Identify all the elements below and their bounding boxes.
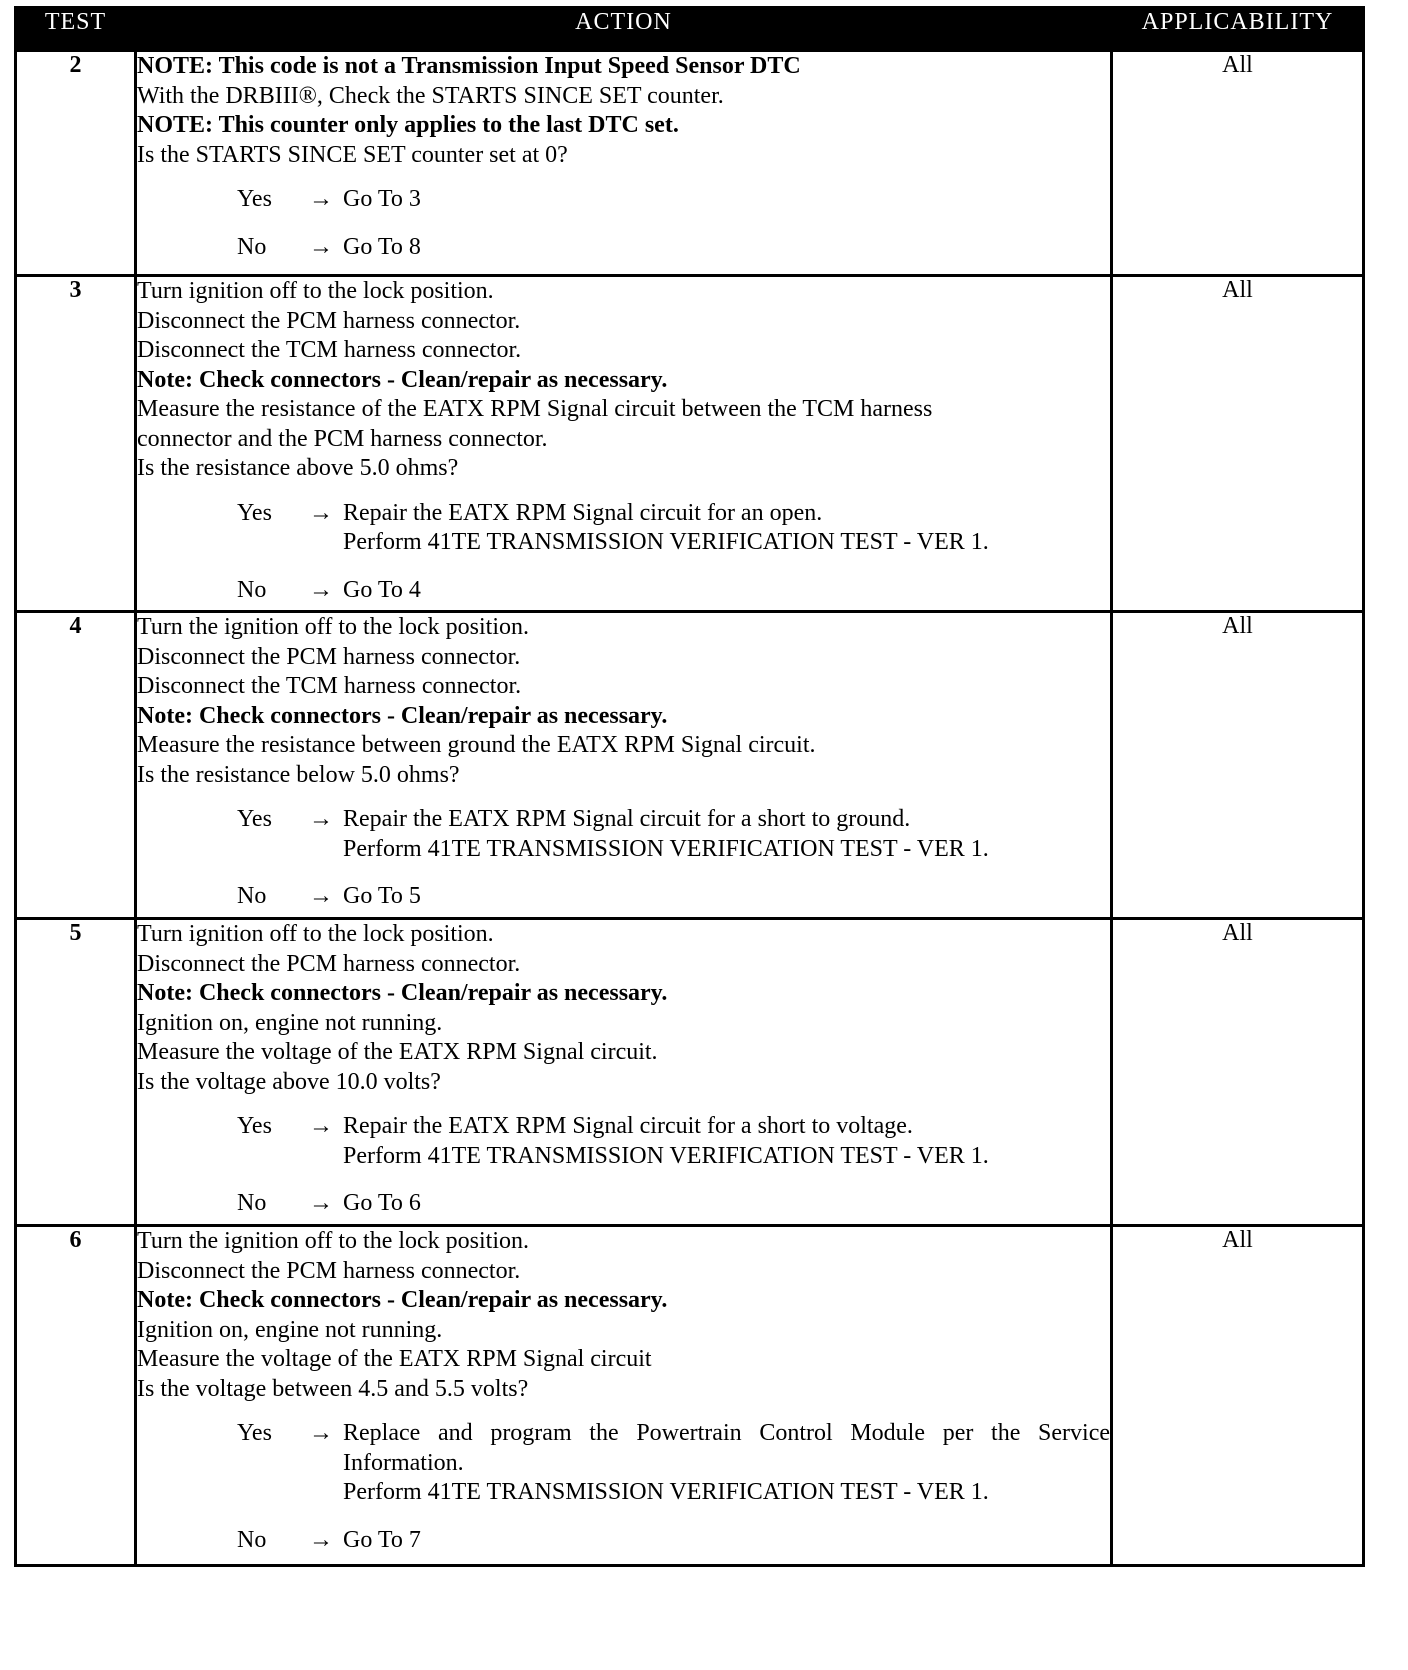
- test-row: [16, 51, 1364, 276]
- right-arrow-icon: →: [309, 1526, 333, 1553]
- instruction-line: Is the resistance above 5.0 ohms?: [137, 455, 459, 481]
- instruction-line: Disconnect the TCM harness connector.: [137, 673, 522, 699]
- table-body: [16, 51, 1364, 1566]
- yes-label: Yes: [237, 499, 272, 526]
- yes-label: Yes: [237, 1113, 272, 1139]
- note-line: Note: Check connectors - Clean/repair as necessary.: [137, 702, 668, 729]
- diagnostic-test-table: [14, 6, 1365, 1567]
- instruction-line: Is the voltage above 10.0 volts?: [137, 1068, 441, 1095]
- instruction-line: Measure the resistance of the EATX RPM Signal circuit between the TCM harness: [137, 396, 933, 422]
- test-number: 6: [16, 1226, 136, 1566]
- instruction-line: connector and the PCM harness connector.: [137, 425, 548, 452]
- instruction-line: Disconnect the PCM harness connector.: [137, 950, 521, 977]
- action-cell: [136, 51, 1112, 276]
- no-branch: [137, 233, 1110, 263]
- test-row: [16, 919, 1364, 1226]
- instruction-line: Disconnect the PCM harness connector.: [137, 1257, 521, 1284]
- no-result: [343, 576, 1110, 606]
- yes-label: Yes: [237, 806, 272, 832]
- yes-branch: [137, 185, 1110, 215]
- yes-branch: [137, 499, 1110, 558]
- yes-result: [343, 1112, 1110, 1171]
- yes-label: Yes: [237, 186, 272, 212]
- right-arrow-icon: →: [309, 186, 333, 212]
- right-arrow-icon: →: [309, 499, 333, 526]
- result-line: Replace and program the Powertrain Control Module per the Service Information.: [343, 1420, 1110, 1476]
- result-line: Go To 8: [343, 233, 421, 260]
- instruction-line: Is the voltage between 4.5 and 5.5 volts?: [137, 1375, 529, 1402]
- result-line: Perform 41TE TRANSMISSION VERIFICATION TEST - VER 1.: [343, 835, 989, 862]
- test-number: 3: [16, 276, 136, 612]
- no-branch: [137, 882, 1110, 912]
- applicability-value: All: [1112, 919, 1364, 1226]
- yes-result: [343, 805, 1110, 864]
- action-cell: [136, 919, 1112, 1226]
- result-line: Repair the EATX RPM Signal circuit for a short to voltage.: [343, 1113, 913, 1139]
- result-line: Perform 41TE TRANSMISSION VERIFICATION TEST - VER 1.: [343, 529, 989, 555]
- no-branch: [137, 576, 1110, 606]
- test-number: 2: [16, 51, 136, 276]
- instruction-line: Measure the resistance between ground the EATX RPM Signal circuit.: [137, 732, 816, 758]
- yes-result: [343, 1419, 1110, 1508]
- note-line: Note: Check connectors - Clean/repair as necessary.: [137, 980, 668, 1006]
- right-arrow-icon: →: [309, 806, 333, 832]
- action-cell: [136, 612, 1112, 919]
- yes-branch: [137, 805, 1110, 864]
- instruction-line: Measure the voltage of the EATX RPM Signal circuit.: [137, 1039, 658, 1065]
- test-number: 5: [16, 919, 136, 1226]
- no-result: [343, 882, 1110, 912]
- right-arrow-icon: →: [309, 1113, 333, 1139]
- right-arrow-icon: →: [309, 1420, 333, 1446]
- result-line: Go To 4: [343, 576, 421, 603]
- applicability-value: All: [1112, 1226, 1364, 1566]
- yes-result: [343, 499, 1110, 558]
- result-line: Perform 41TE TRANSMISSION VERIFICATION TEST - VER 1.: [343, 1479, 989, 1505]
- no-result: [343, 233, 1110, 263]
- header-test: TEST: [16, 8, 136, 51]
- note-line: Note: Check connectors - Clean/repair as necessary.: [137, 366, 668, 393]
- applicability-value: All: [1112, 276, 1364, 612]
- instruction-line: Disconnect the TCM harness connector.: [137, 337, 522, 363]
- yes-branch: [137, 1419, 1110, 1508]
- result-line: Go To 5: [343, 883, 421, 909]
- result-line: Repair the EATX RPM Signal circuit for an open.: [343, 499, 823, 526]
- result-line: Repair the EATX RPM Signal circuit for a short to ground.: [343, 806, 911, 832]
- applicability-value: All: [1112, 51, 1364, 276]
- no-label: No: [237, 1526, 267, 1553]
- no-label: No: [237, 1190, 267, 1216]
- no-result: [343, 1189, 1110, 1219]
- yes-label: Yes: [237, 1420, 272, 1446]
- instruction-line: Turn ignition off to the lock position.: [137, 278, 494, 304]
- no-branch: [137, 1189, 1110, 1219]
- right-arrow-icon: →: [309, 883, 333, 909]
- test-row: [16, 276, 1364, 612]
- right-arrow-icon: →: [309, 1190, 333, 1216]
- result-line: Perform 41TE TRANSMISSION VERIFICATION TEST - VER 1.: [343, 1142, 989, 1169]
- no-label: No: [237, 883, 267, 909]
- note-line: Note: Check connectors - Clean/repair as necessary.: [137, 1287, 668, 1313]
- yes-branch: [137, 1112, 1110, 1171]
- table-header-row: [16, 8, 1364, 51]
- test-row: [16, 1226, 1364, 1566]
- instruction-line: Is the STARTS SINCE SET counter set at 0?: [137, 141, 568, 168]
- header-applicability: APPLICABILITY: [1112, 8, 1364, 51]
- instruction-line: Is the resistance below 5.0 ohms?: [137, 761, 460, 788]
- instruction-line: Ignition on, engine not running.: [137, 1009, 443, 1036]
- right-arrow-icon: →: [309, 576, 333, 603]
- result-line: Go To 3: [343, 186, 421, 212]
- instruction-line: With the DRBIII®, Check the STARTS SINCE SET counter.: [137, 82, 724, 109]
- right-arrow-icon: →: [309, 233, 333, 260]
- instruction-line: Turn the ignition off to the lock position.: [137, 614, 530, 640]
- note-line: NOTE: This code is not a Transmission Input Speed Sensor DTC: [137, 53, 801, 79]
- instruction-line: Turn ignition off to the lock position.: [137, 921, 494, 947]
- no-label: No: [237, 233, 267, 260]
- no-label: No: [237, 576, 267, 603]
- result-line: Go To 6: [343, 1190, 421, 1216]
- instruction-line: Measure the voltage of the EATX RPM Signal circuit: [137, 1346, 652, 1372]
- instruction-line: Turn the ignition off to the lock position.: [137, 1228, 530, 1254]
- note-line: NOTE: This counter only applies to the last DTC set.: [137, 112, 679, 138]
- result-line: Go To 7: [343, 1526, 421, 1553]
- no-branch: [137, 1526, 1110, 1556]
- action-cell: [136, 276, 1112, 612]
- test-row: [16, 612, 1364, 919]
- action-cell: [136, 1226, 1112, 1566]
- header-action: ACTION: [136, 8, 1112, 51]
- instruction-line: Disconnect the PCM harness connector.: [137, 643, 521, 670]
- instruction-line: Ignition on, engine not running.: [137, 1316, 443, 1343]
- yes-result: [343, 185, 1110, 215]
- test-number: 4: [16, 612, 136, 919]
- no-result: [343, 1526, 1110, 1556]
- instruction-line: Disconnect the PCM harness connector.: [137, 307, 521, 334]
- applicability-value: All: [1112, 612, 1364, 919]
